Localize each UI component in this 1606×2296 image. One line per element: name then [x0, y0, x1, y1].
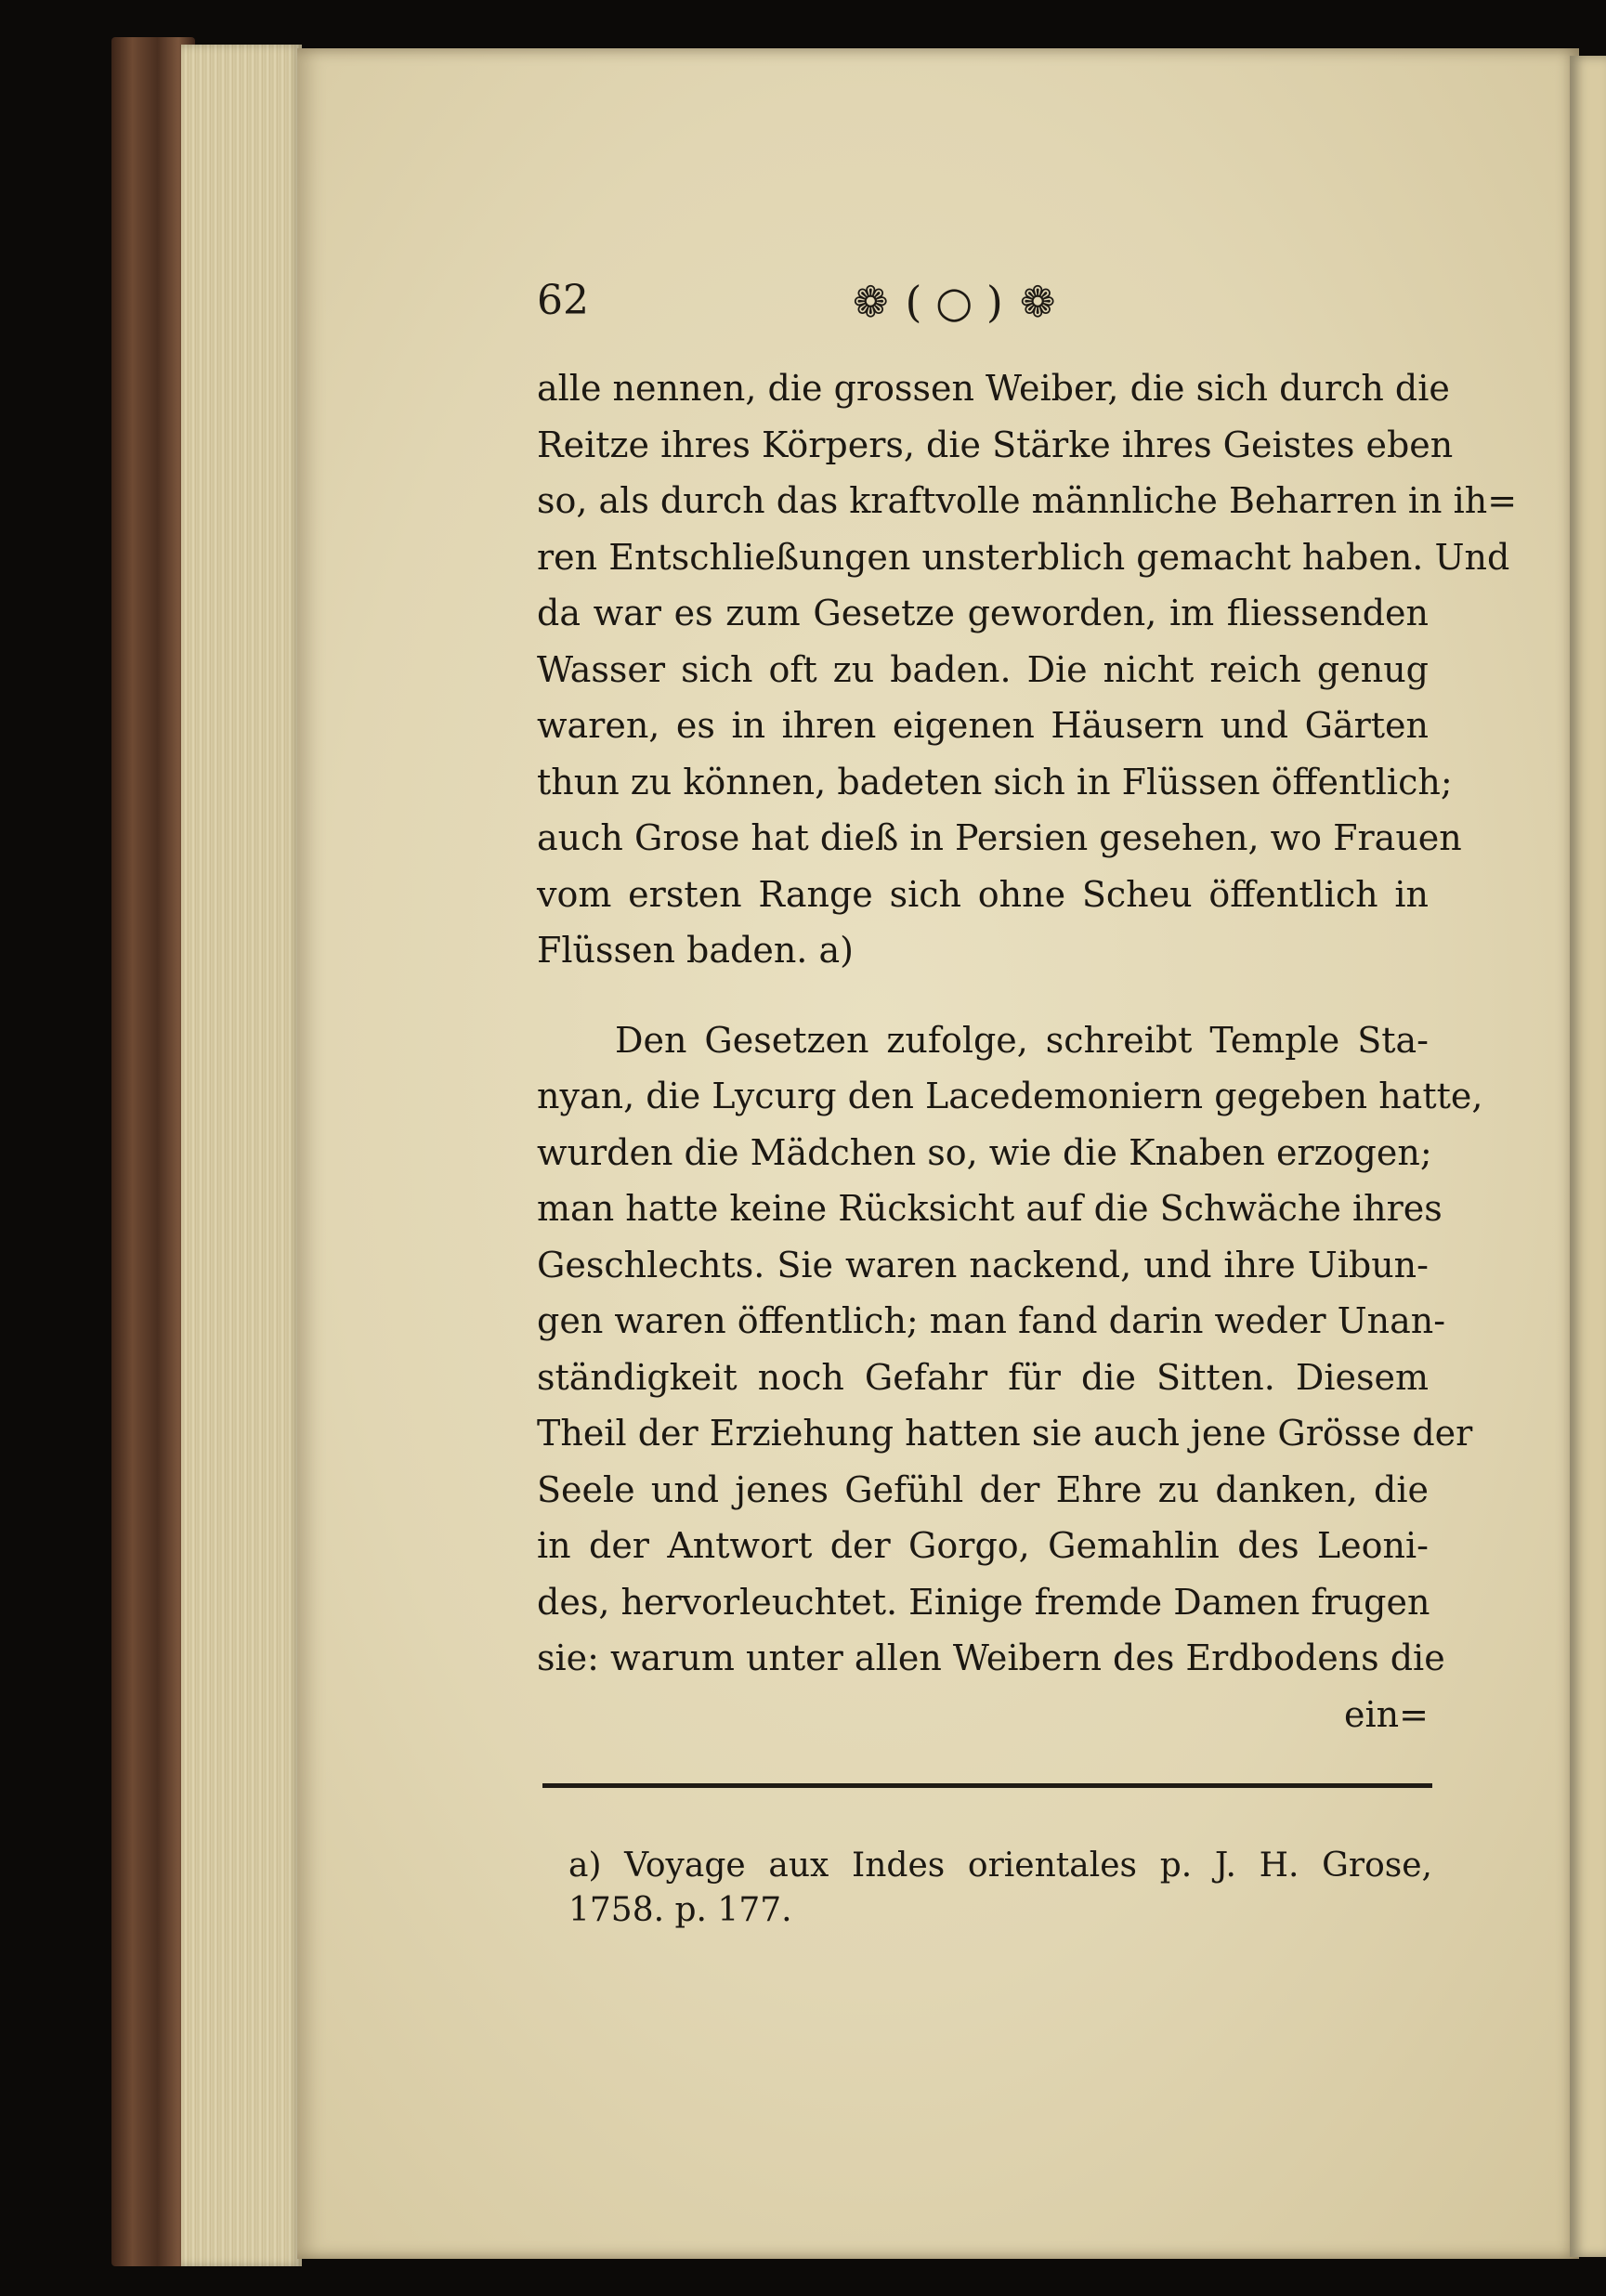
catchword: ein= — [1344, 1693, 1429, 1735]
text-line: man hatte keine Rücksicht auf die Schwäche ihres — [537, 1188, 1443, 1229]
text-line: Seele und jenes Gefühl der Ehre zu danken, die — [537, 1468, 1429, 1510]
footnote-rule — [542, 1783, 1432, 1788]
text-line: gen waren öffentlich; man fand darin weder Unan- — [537, 1300, 1446, 1341]
page-number: 62 — [537, 277, 589, 324]
text-line: wurden die Mädchen so, wie die Knaben erzogen; — [537, 1131, 1432, 1173]
text-line: auch Grose hat dieß in Persien gesehen, wo Frauen — [537, 817, 1462, 858]
footnote — [568, 1844, 1432, 1933]
footnote-line: 1758. p. 177. — [568, 1891, 792, 1929]
text-line: nyan, die Lycurg den Lacedemoniern gegeben hatte, — [537, 1076, 1483, 1116]
text-line: so, als durch das kraftvolle männliche Beharren in ih= — [537, 480, 1518, 521]
text-line: Theil der Erziehung hatten sie auch jene Grösse der — [537, 1413, 1473, 1454]
text-line: ständigkeit noch Gefahr für die Sitten. Diesem — [537, 1356, 1429, 1398]
text-line: waren, es in ihren eigenen Häusern und Gärten — [537, 705, 1429, 746]
header-center-mark: ( ○ ) — [905, 277, 1003, 327]
text-line: Flüssen baden. a) — [537, 930, 854, 971]
text-line: vom ersten Range sich ohne Scheu öffentlich in — [537, 873, 1429, 915]
page-edges — [181, 45, 302, 2266]
text-line: thun zu können, badeten sich in Flüssen öffentlich; — [537, 761, 1453, 802]
footnote-line: a) Voyage aux Indes orientales p. J. H. Grose, — [568, 1846, 1432, 1885]
flower-ornament-icon: ❁ — [853, 277, 889, 327]
text-line: alle nennen, die grossen Weiber, die sich durch die — [537, 368, 1450, 409]
text-line: ren Entschließungen unsterblich gemacht haben. Und — [537, 536, 1510, 578]
body-text — [537, 360, 1518, 1742]
page-header — [537, 277, 1429, 342]
text-line: da war es zum Gesetze geworden, im fliessenden — [537, 593, 1429, 633]
text-line: in der Antwort der Gorgo, Gemahlin des Leoni- — [537, 1525, 1429, 1566]
text-line: sie: warum unter allen Weibern des Erdbodens die — [537, 1637, 1445, 1678]
flower-ornament-icon: ❁ — [1019, 277, 1056, 327]
text-line: Geschlechts. Sie waren nackend, und ihre Uibun- — [537, 1244, 1429, 1285]
text-line: des, hervorleuchtet. Einige fremde Damen frugen — [537, 1581, 1430, 1623]
facing-page-edge — [1570, 56, 1606, 2257]
header-ornament — [853, 277, 1055, 327]
text-line: Den Gesetzen zufolge, schreibt Temple Sta- — [615, 1019, 1429, 1061]
text-line: Reitze ihres Körpers, die Stärke ihres Geistes eben — [537, 424, 1454, 465]
text-line: Wasser sich oft zu baden. Die nicht reich genug — [537, 648, 1429, 690]
